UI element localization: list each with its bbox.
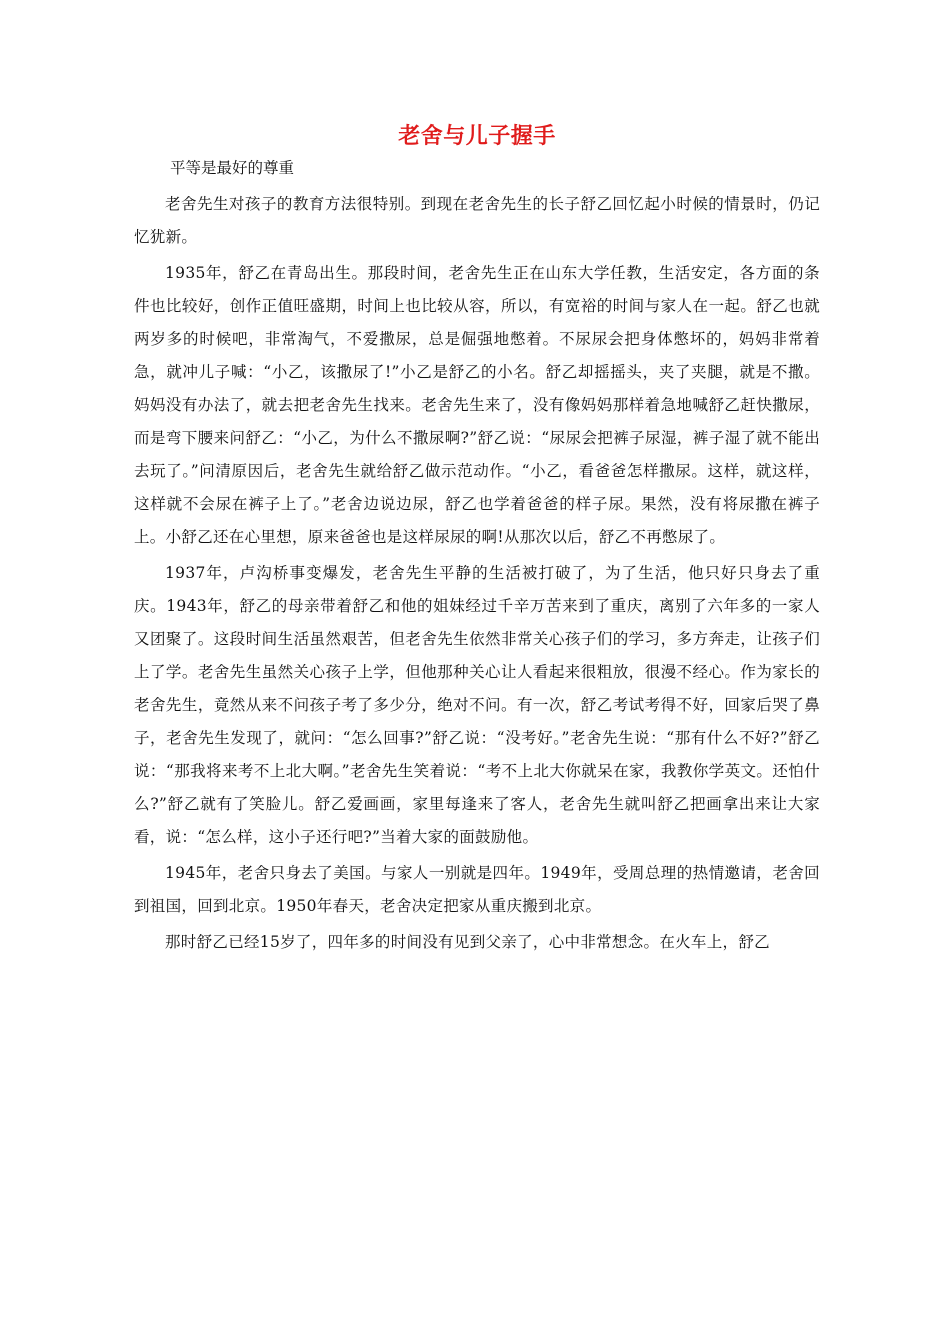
paragraph-1937: 1937年，卢沟桥事变爆发，老舍先生平静的生活被打破了，为了生活，他只好只身去了重庆。1943年，舒乙的母亲带着舒乙和他的姐妹经过千辛万苦来到了重庆，离别了六年多的一家人又团聚了。这段时间生活虽然艰苦，但老舍先生依然非常关心孩子们的学习，多方奔走，让孩子们上了学。老舍先生虽然关心孩子上学，但他那种关心让人看起来很粗放，很漫不经心。作为家长的老舍先生，竟然从来不问孩子考了多少分，绝对不问。有一次，舒乙考试考得不好，回家后哭了鼻子，老舍先生发现了，就问：“怎么回事?”舒乙说：“没考好。”老舍先生说：“那有什么不好?”舒乙说：“那我将来考不上北大啊。”老舍先生笑着说：“考不上北大你就呆在家，我教你学英文。还怕什么?”舒乙就有了笑脸儿。舒乙爱画画，家里每逢来了客人，老舍先生就叫舒乙把画拿出来让大家看，说：“怎么样，这小子还行吧?”当着大家的面鼓励他。	[134, 564, 820, 846]
paragraph-1950: 那时舒乙已经15岁了，四年多的时间没有见到父亲了，心中非常想念。在火车上，舒乙	[165, 933, 770, 951]
document-body	[134, 118, 820, 959]
paragraph-1945: 1945年，老舍只身去了美国。与家人一别就是四年。1949年，受周总理的热情邀请，老舍回到祖国，回到北京。1950年春天，老舍决定把家从重庆搬到北京。	[134, 864, 820, 915]
document-title: 老舍与儿子握手	[398, 123, 556, 149]
paragraph-intro: 老舍先生对孩子的教育方法很特别。到现在老舍先生的长子舒乙回忆起小时候的情景时，仍记忆犹新。	[134, 195, 820, 246]
document-subtitle: 平等是最好的尊重	[170, 159, 295, 177]
paragraph-1935: 1935年，舒乙在青岛出生。那段时间，老舍先生正在山东大学任教，生活安定，各方面的条件也比较好，创作正值旺盛期，时间上也比较从容，所以，有宽裕的时间与家人在一起。舒乙也就两岁多的时候吧，非常淘气，不爱撒尿，总是倔强地憋着。不尿尿会把身体憋坏的，妈妈非常着急，就冲儿子喊：“小乙，该撒尿了!”小乙是舒乙的小名。舒乙却摇摇头，夹了夹腿，就是不撒。妈妈没有办法了，就去把老舍先生找来。老舍先生来了，没有像妈妈那样着急地喊舒乙赶快撒尿，而是弯下腰来问舒乙：“小乙，为什么不撒尿啊?”舒乙说：“尿尿会把裤子尿湿，裤子湿了就不能出去玩了。”问清原因后，老舍先生就给舒乙做示范动作。“小乙，看爸爸怎样撒尿。这样，就这样，这样就不会尿在裤子上了。”老舍边说边尿，舒乙也学着爸爸的样子尿。果然，没有将尿撒在裤子上。小舒乙还在心里想，原来爸爸也是这样尿尿的啊!从那次以后，舒乙不再憋尿了。	[134, 264, 820, 546]
